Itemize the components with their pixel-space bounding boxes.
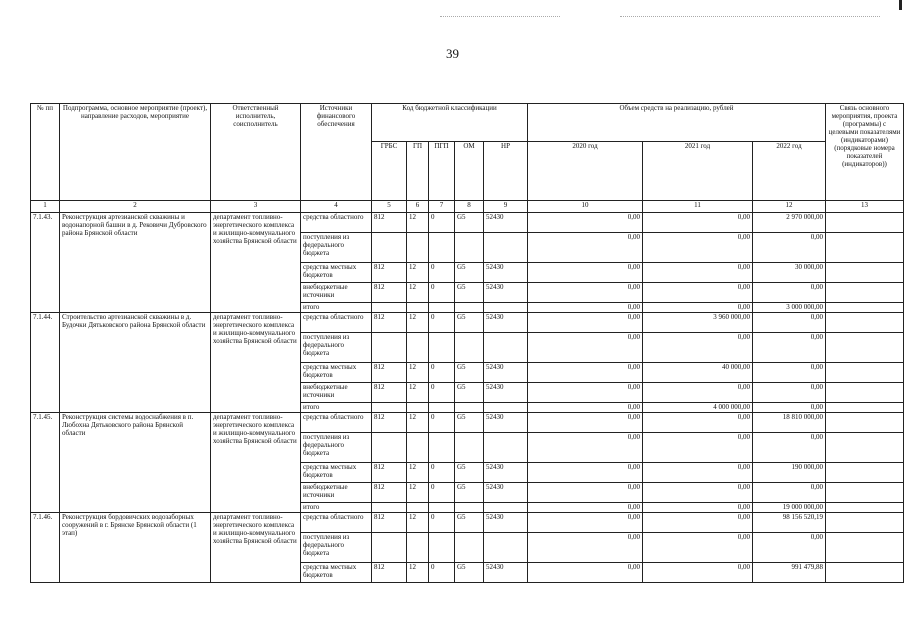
pgp-cell: 0 xyxy=(429,363,455,383)
om-cell: G5 xyxy=(455,463,484,483)
om-cell xyxy=(455,333,484,363)
entry-name: Реконструкция системы водоснабжения в п. Любохна Дятьковского района Брянской области xyxy=(60,413,211,513)
amount-2021: 0,00 xyxy=(643,413,753,433)
np-cell xyxy=(484,303,528,313)
link-cell xyxy=(826,563,904,583)
source-cell: внебюджетные источники xyxy=(301,383,372,403)
gp-cell: 12 xyxy=(407,563,429,583)
entry-name: Реконструкция артезианской скважины и водонапорной башни в д. Рековичи Дубровского района Брянской области xyxy=(60,213,211,313)
link-cell xyxy=(826,233,904,263)
om-cell: G5 xyxy=(455,263,484,283)
om-cell xyxy=(455,433,484,463)
entry-number: 7.1.43. xyxy=(31,213,60,313)
pgp-cell xyxy=(429,503,455,513)
amount-2022: 0,00 xyxy=(753,233,826,263)
amount-2022: 3 000 000,00 xyxy=(753,303,826,313)
pgp-cell: 0 xyxy=(429,383,455,403)
column-number: 3 xyxy=(211,201,301,213)
column-number: 6 xyxy=(407,201,429,213)
header-np: НР xyxy=(484,142,528,201)
amount-2020: 0,00 xyxy=(528,383,643,403)
np-cell: 52430 xyxy=(484,413,528,433)
link-cell xyxy=(826,303,904,313)
np-cell xyxy=(484,533,528,563)
amount-2022: 0,00 xyxy=(753,483,826,503)
entry-responsible: департамент топливно-энергетического комплекса и жилищно-коммунального хозяйства Брянской области xyxy=(211,413,301,513)
np-cell: 52430 xyxy=(484,363,528,383)
gp-cell xyxy=(407,433,429,463)
header-num: № пп xyxy=(31,104,60,201)
entry-name: Реконструкция бордовичских водозаборных сооружений в г. Брянске Брянской области (1 этап) xyxy=(60,513,211,583)
source-cell: средства областного xyxy=(301,313,372,333)
gp-cell: 12 xyxy=(407,213,429,233)
entry-name: Строительство артезианской скважины в д. Будочки Дятьковского района Брянской области xyxy=(60,313,211,413)
pgp-cell: 0 xyxy=(429,463,455,483)
edge-mark xyxy=(899,0,902,10)
amount-2021: 0,00 xyxy=(643,433,753,463)
np-cell: 52430 xyxy=(484,263,528,283)
gp-cell: 12 xyxy=(407,283,429,303)
scan-artifact xyxy=(620,16,880,18)
amount-2021: 0,00 xyxy=(643,233,753,263)
amount-2021: 0,00 xyxy=(643,383,753,403)
source-cell: внебюджетные источники xyxy=(301,483,372,503)
table-row xyxy=(31,413,904,433)
np-cell: 52430 xyxy=(484,383,528,403)
source-cell: средства областного xyxy=(301,513,372,533)
amount-2020: 0,00 xyxy=(528,463,643,483)
link-cell xyxy=(826,533,904,563)
amount-2020: 0,00 xyxy=(528,363,643,383)
om-cell xyxy=(455,303,484,313)
grbs-cell: 812 xyxy=(372,263,407,283)
om-cell xyxy=(455,403,484,413)
link-cell xyxy=(826,463,904,483)
amount-2021: 0,00 xyxy=(643,483,753,503)
column-number: 7 xyxy=(429,201,455,213)
link-cell xyxy=(826,213,904,233)
entry-number: 7.1.46. xyxy=(31,513,60,583)
np-cell xyxy=(484,333,528,363)
amount-2021: 4 000 000,00 xyxy=(643,403,753,413)
amount-2022: 0,00 xyxy=(753,283,826,303)
header-2020: 2020 год xyxy=(528,142,643,201)
gp-cell xyxy=(407,333,429,363)
grbs-cell xyxy=(372,303,407,313)
table-row xyxy=(31,213,904,233)
header-program: Подпрограмма, основное мероприятие (проект), направление расходов, мероприятие xyxy=(60,104,211,201)
pgp-cell: 0 xyxy=(429,283,455,303)
source-cell: средства местных бюджетов xyxy=(301,263,372,283)
amount-2021: 0,00 xyxy=(643,563,753,583)
column-number: 9 xyxy=(484,201,528,213)
source-cell: поступления из федерального бюджета xyxy=(301,233,372,263)
amount-2021: 0,00 xyxy=(643,263,753,283)
link-cell xyxy=(826,263,904,283)
link-cell xyxy=(826,383,904,403)
source-cell: внебюджетные источники xyxy=(301,283,372,303)
pgp-cell: 0 xyxy=(429,213,455,233)
source-cell: поступления из федерального бюджета xyxy=(301,333,372,363)
np-cell: 52430 xyxy=(484,463,528,483)
gp-cell: 12 xyxy=(407,483,429,503)
pgp-cell: 0 xyxy=(429,413,455,433)
column-number: 5 xyxy=(372,201,407,213)
column-number: 1 xyxy=(31,201,60,213)
source-cell: итого xyxy=(301,503,372,513)
amount-2022: 0,00 xyxy=(753,313,826,333)
np-cell: 52430 xyxy=(484,483,528,503)
link-cell xyxy=(826,513,904,533)
om-cell: G5 xyxy=(455,213,484,233)
link-cell xyxy=(826,313,904,333)
np-cell: 52430 xyxy=(484,513,528,533)
gp-cell: 12 xyxy=(407,383,429,403)
amount-2021: 0,00 xyxy=(643,213,753,233)
entry-responsible: департамент топливно-энергетического комплекса и жилищно-коммунального хозяйства Брянской области xyxy=(211,513,301,583)
entry-responsible: департамент топливно-энергетического комплекса и жилищно-коммунального хозяйства Брянской области xyxy=(211,313,301,413)
amount-2020: 0,00 xyxy=(528,503,643,513)
grbs-cell: 812 xyxy=(372,363,407,383)
amount-2022: 0,00 xyxy=(753,533,826,563)
grbs-cell: 812 xyxy=(372,563,407,583)
om-cell: G5 xyxy=(455,363,484,383)
pgp-cell xyxy=(429,533,455,563)
amount-2020: 0,00 xyxy=(528,513,643,533)
pgp-cell xyxy=(429,303,455,313)
link-cell xyxy=(826,413,904,433)
header-link: Связь основного мероприятия, проекта (программы) с целевыми показателями (индикаторами) (порядковые номера показателей (индикаторов)) xyxy=(826,104,904,201)
amount-2020: 0,00 xyxy=(528,533,643,563)
gp-cell: 12 xyxy=(407,413,429,433)
pgp-cell: 0 xyxy=(429,313,455,333)
amount-2022: 0,00 xyxy=(753,383,826,403)
link-cell xyxy=(826,433,904,463)
column-number-row xyxy=(31,201,904,213)
np-cell xyxy=(484,233,528,263)
pgp-cell: 0 xyxy=(429,563,455,583)
link-cell xyxy=(826,403,904,413)
om-cell: G5 xyxy=(455,563,484,583)
np-cell xyxy=(484,403,528,413)
column-number: 4 xyxy=(301,201,372,213)
np-cell: 52430 xyxy=(484,283,528,303)
link-cell xyxy=(826,283,904,303)
gp-cell: 12 xyxy=(407,513,429,533)
source-cell: средства областного xyxy=(301,213,372,233)
amount-2022: 0,00 xyxy=(753,433,826,463)
grbs-cell: 812 xyxy=(372,283,407,303)
grbs-cell: 812 xyxy=(372,483,407,503)
header-pgp: ПГП xyxy=(429,142,455,201)
header-2021: 2021 год xyxy=(643,142,753,201)
amount-2021: 0,00 xyxy=(643,283,753,303)
pgp-cell: 0 xyxy=(429,263,455,283)
om-cell: G5 xyxy=(455,383,484,403)
amount-2020: 0,00 xyxy=(528,333,643,363)
table-row xyxy=(31,513,904,533)
header-grbs: ГРБС xyxy=(372,142,407,201)
grbs-cell xyxy=(372,403,407,413)
amount-2021: 0,00 xyxy=(643,303,753,313)
header-budget-code: Код бюджетной классификации xyxy=(372,104,528,142)
amount-2021: 40 000,00 xyxy=(643,363,753,383)
amount-2022: 30 000,00 xyxy=(753,263,826,283)
entry-responsible: департамент топливно-энергетического комплекса и жилищно-коммунального хозяйства Брянской области xyxy=(211,213,301,313)
grbs-cell xyxy=(372,503,407,513)
column-number: 11 xyxy=(643,201,753,213)
gp-cell: 12 xyxy=(407,363,429,383)
gp-cell: 12 xyxy=(407,263,429,283)
header-2022: 2022 год xyxy=(753,142,826,201)
pgp-cell: 0 xyxy=(429,483,455,503)
amount-2022: 991 479,88 xyxy=(753,563,826,583)
om-cell: G5 xyxy=(455,483,484,503)
amount-2021: 0,00 xyxy=(643,333,753,363)
pgp-cell xyxy=(429,403,455,413)
amount-2022: 0,00 xyxy=(753,363,826,383)
entry-number: 7.1.44. xyxy=(31,313,60,413)
source-cell: средства местных бюджетов xyxy=(301,463,372,483)
column-number: 10 xyxy=(528,201,643,213)
amount-2020: 0,00 xyxy=(528,563,643,583)
link-cell xyxy=(826,363,904,383)
column-number: 8 xyxy=(455,201,484,213)
header-sources: Источники финансового обеспечения xyxy=(301,104,372,201)
amount-2022: 98 156 520,19 xyxy=(753,513,826,533)
amount-2020: 0,00 xyxy=(528,313,643,333)
grbs-cell: 812 xyxy=(372,313,407,333)
amount-2022: 190 000,00 xyxy=(753,463,826,483)
np-cell: 52430 xyxy=(484,213,528,233)
amount-2021: 0,00 xyxy=(643,463,753,483)
om-cell xyxy=(455,533,484,563)
link-cell xyxy=(826,503,904,513)
source-cell: поступления из федерального бюджета xyxy=(301,533,372,563)
om-cell: G5 xyxy=(455,313,484,333)
grbs-cell: 812 xyxy=(372,213,407,233)
budget-table xyxy=(30,103,904,583)
amount-2022: 18 810 000,00 xyxy=(753,413,826,433)
amount-2020: 0,00 xyxy=(528,413,643,433)
grbs-cell xyxy=(372,333,407,363)
np-cell xyxy=(484,433,528,463)
amount-2022: 0,00 xyxy=(753,403,826,413)
link-cell xyxy=(826,333,904,363)
amount-2020: 0,00 xyxy=(528,433,643,463)
grbs-cell: 812 xyxy=(372,513,407,533)
om-cell xyxy=(455,503,484,513)
source-cell: итого xyxy=(301,403,372,413)
grbs-cell: 812 xyxy=(372,383,407,403)
grbs-cell xyxy=(372,533,407,563)
table-row xyxy=(31,313,904,333)
grbs-cell xyxy=(372,233,407,263)
header-responsible: Ответственный исполнитель, соисполнитель xyxy=(211,104,301,201)
source-cell: средства местных бюджетов xyxy=(301,363,372,383)
entry-number: 7.1.45. xyxy=(31,413,60,513)
header-volume: Объем средств на реализацию, рублей xyxy=(528,104,826,142)
amount-2020: 0,00 xyxy=(528,283,643,303)
gp-cell xyxy=(407,403,429,413)
amount-2021: 3 960 000,00 xyxy=(643,313,753,333)
source-cell: средства областного xyxy=(301,413,372,433)
header-gp: ГП xyxy=(407,142,429,201)
amount-2021: 0,00 xyxy=(643,533,753,563)
pgp-cell xyxy=(429,233,455,263)
source-cell: поступления из федерального бюджета xyxy=(301,433,372,463)
om-cell xyxy=(455,233,484,263)
column-number: 12 xyxy=(753,201,826,213)
np-cell: 52430 xyxy=(484,563,528,583)
amount-2021: 0,00 xyxy=(643,513,753,533)
source-cell: средства местных бюджетов xyxy=(301,563,372,583)
amount-2020: 0,00 xyxy=(528,303,643,313)
pgp-cell xyxy=(429,433,455,463)
gp-cell xyxy=(407,303,429,313)
grbs-cell: 812 xyxy=(372,413,407,433)
amount-2022: 19 000 000,00 xyxy=(753,503,826,513)
amount-2020: 0,00 xyxy=(528,263,643,283)
source-cell: итого xyxy=(301,303,372,313)
amount-2021: 0,00 xyxy=(643,503,753,513)
om-cell: G5 xyxy=(455,513,484,533)
amount-2020: 0,00 xyxy=(528,403,643,413)
om-cell: G5 xyxy=(455,413,484,433)
gp-cell xyxy=(407,503,429,513)
link-cell xyxy=(826,483,904,503)
om-cell: G5 xyxy=(455,283,484,303)
np-cell: 52430 xyxy=(484,313,528,333)
scan-artifact xyxy=(440,16,560,18)
gp-cell: 12 xyxy=(407,463,429,483)
amount-2022: 2 970 000,00 xyxy=(753,213,826,233)
gp-cell xyxy=(407,233,429,263)
amount-2020: 0,00 xyxy=(528,483,643,503)
column-number: 2 xyxy=(60,201,211,213)
amount-2020: 0,00 xyxy=(528,213,643,233)
pgp-cell xyxy=(429,333,455,363)
gp-cell xyxy=(407,533,429,563)
amount-2022: 0,00 xyxy=(753,333,826,363)
page-number: 39 xyxy=(446,46,459,61)
np-cell xyxy=(484,503,528,513)
pgp-cell: 0 xyxy=(429,513,455,533)
gp-cell: 12 xyxy=(407,313,429,333)
amount-2020: 0,00 xyxy=(528,233,643,263)
grbs-cell xyxy=(372,433,407,463)
header-om: ОМ xyxy=(455,142,484,201)
grbs-cell: 812 xyxy=(372,463,407,483)
column-number: 13 xyxy=(826,201,904,213)
